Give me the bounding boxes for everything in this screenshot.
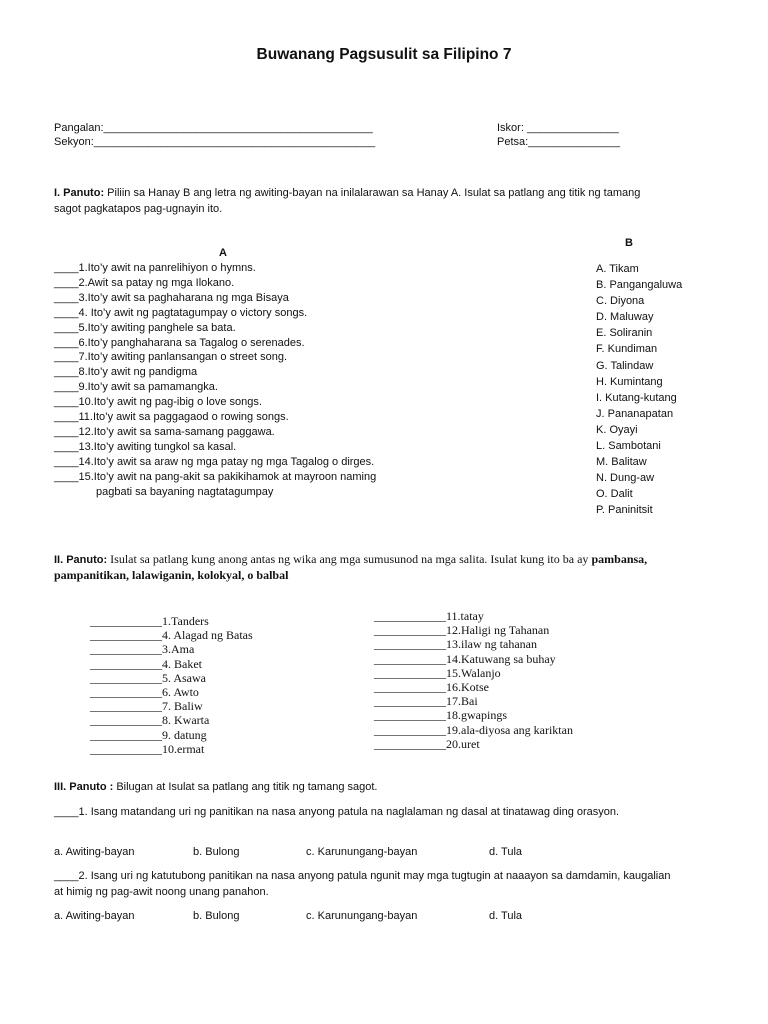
question-1-choice-a[interactable]: a. Awiting-bayan: [54, 846, 135, 858]
question-2-choice-a[interactable]: a. Awiting-bayan: [54, 910, 135, 922]
score-field[interactable]: Iskor: _______________: [497, 122, 619, 134]
list-item[interactable]: ____9.Ito’y awit sa pamamangka.: [54, 381, 218, 394]
part2-options: pambansa, pampanitikan, lalawiganin, kolokyal, o balbal: [54, 552, 648, 582]
column-a-header: A: [219, 247, 227, 259]
list-item: P. Paninitsit: [596, 504, 653, 517]
list-item[interactable]: ____12.Ito’y awit sa sama-samang paggawa.: [54, 425, 275, 438]
list-item[interactable]: ____2.Awit sa patay ng mga Ilokano.: [54, 276, 235, 289]
list-item[interactable]: ____3.Ito’y awit sa paghaharana ng mga Bisaya: [54, 291, 289, 304]
part1-label: I. Panuto:: [54, 187, 105, 199]
question-2-choice-c[interactable]: c. Karunungang-bayan: [306, 910, 418, 922]
part3-label: III. Panuto :: [54, 781, 114, 793]
list-item: O. Dalit: [596, 488, 633, 501]
list-item[interactable]: ____________12.Haligi ng Tahanan: [374, 623, 550, 638]
list-item: J. Pananapatan: [596, 407, 674, 420]
question-2-choice-b[interactable]: b. Bulong: [193, 910, 240, 922]
list-item-continuation: pagbati sa bayaning nagtatagumpay: [96, 485, 274, 498]
list-item[interactable]: ____________15.Walanjo: [374, 665, 501, 680]
list-item[interactable]: ____________7. Baliw: [90, 699, 203, 714]
list-item[interactable]: ____6.Ito’y panghaharana sa Tagalog o serenades.: [54, 336, 305, 349]
column-b-header: B: [625, 237, 633, 249]
part2-right-list: [374, 609, 573, 751]
part2-label: II. Panuto:: [54, 554, 108, 566]
list-item[interactable]: ____________11.tatay: [374, 609, 484, 623]
column-b-list: [596, 261, 682, 519]
part2-instructions: [54, 552, 674, 584]
list-item[interactable]: ____10.Ito’y awit ng pag-ibig o love songs.: [54, 396, 262, 409]
list-item[interactable]: ____________6. Awto: [90, 685, 199, 700]
list-item[interactable]: ____8.Ito’y awit ng pandigma: [54, 366, 198, 379]
column-a-list: [54, 261, 376, 500]
list-item[interactable]: ____________13.ilaw ng tahanan: [374, 637, 537, 652]
list-item[interactable]: ____________17.Bai: [374, 694, 478, 709]
list-item[interactable]: ____4. Ito’y awit ng pagtatagumpay o victory songs.: [54, 306, 308, 319]
list-item: A. Tikam: [596, 263, 639, 275]
section-field[interactable]: Sekyon:______________________________________________: [54, 136, 376, 148]
list-item[interactable]: ____________19.ala-diyosa ang kariktan: [374, 722, 573, 737]
list-item[interactable]: ____________18.gwapings: [374, 708, 507, 723]
part2-left-list: [90, 614, 253, 756]
list-item[interactable]: ____7.Ito’y awiting panlansangan o street song.: [54, 351, 287, 364]
list-item: K. Oyayi: [596, 423, 638, 436]
list-item: C. Diyona: [596, 295, 645, 308]
page-title: Buwanang Pagsusulit sa Filipino 7: [256, 46, 512, 63]
list-item[interactable]: ____5.Ito’y awiting panghele sa bata.: [54, 321, 236, 334]
list-item: E. Soliranin: [596, 327, 653, 340]
list-item[interactable]: ____________20.uret: [374, 736, 480, 751]
part1-instructions: [54, 185, 664, 217]
list-item[interactable]: ____________3.Ama: [90, 642, 195, 657]
list-item: N. Dung-aw: [596, 472, 655, 485]
list-item[interactable]: ____________4. Alagad ng Batas: [90, 628, 253, 643]
part1-text: Piliin sa Hanay B ang letra ng awiting-bayan na inilalarawan sa Hanay A. Isulat sa patlang ang titik ng tamang sagot pagkatapos pag-ugnayin ito.: [54, 187, 641, 215]
name-field[interactable]: Pangalan:____________________________________________: [54, 122, 373, 134]
list-item: G. Talindaw: [596, 359, 654, 372]
list-item[interactable]: ____11.Ito’y awit sa paggagaod o rowing songs.: [54, 411, 289, 424]
list-item[interactable]: ____14.Ito’y awit sa araw ng mga patay ng mga Tagalog o dirges.: [54, 455, 375, 468]
list-item[interactable]: ____15.Ito’y awit na pang-akit sa pakikihamok at mayroon naming: [54, 470, 377, 483]
list-item: L. Sambotani: [596, 440, 661, 453]
date-field[interactable]: Petsa:_______________: [497, 136, 620, 148]
list-item: F. Kundiman: [596, 343, 658, 356]
question-2[interactable]: ____2. Isang uri ng katutubong panitikan na nasa anyong patula ngunit may mga tugtugin at naaayon sa damdamin, kaugalian at himig ng pag-awit noong unang panahon.: [54, 870, 671, 898]
part2-text: Isulat sa patlang kung anong antas ng wika ang mga sumusunod na mga salita. Isulat kung ito ba ay: [107, 552, 589, 566]
list-item[interactable]: ____________9. datung: [90, 727, 207, 742]
question-1-choice-c[interactable]: c. Karunungang-bayan: [306, 846, 418, 858]
list-item: D. Maluway: [596, 311, 654, 324]
list-item: I. Kutang-kutang: [596, 391, 677, 404]
list-item[interactable]: ____1.Ito’y awit na panrelihiyon o hymns.: [54, 262, 256, 274]
list-item[interactable]: ____________8. Kwarta: [90, 713, 210, 728]
question-1[interactable]: ____1. Isang matandang uri ng panitikan na nasa anyong patula na naglalaman ng dasal at tinatawag ding orasyon.: [54, 806, 620, 818]
list-item[interactable]: ____________10.ermat: [90, 741, 205, 756]
list-item: H. Kumintang: [596, 375, 663, 388]
list-item[interactable]: ____________4. Baket: [90, 656, 202, 671]
list-item[interactable]: ____________1.Tanders: [90, 614, 209, 628]
list-item[interactable]: ____________16.Kotse: [374, 680, 489, 695]
list-item[interactable]: ____13.Ito’y awiting tungkol sa kasal.: [54, 440, 237, 453]
question-1-choice-d[interactable]: d. Tula: [489, 846, 523, 858]
question-2-choice-d[interactable]: d. Tula: [489, 910, 523, 922]
part3-text: Bilugan at Isulat sa patlang ang titik ng tamang sagot.: [113, 781, 378, 793]
question-1-choice-b[interactable]: b. Bulong: [193, 846, 240, 858]
part3-instructions: [54, 779, 377, 795]
list-item[interactable]: ____________5. Asawa: [90, 670, 206, 685]
list-item[interactable]: ____________14.Katuwang sa buhay: [374, 651, 556, 666]
list-item: M. Balitaw: [596, 456, 647, 469]
list-item: B. Pangangaluwa: [596, 279, 683, 292]
